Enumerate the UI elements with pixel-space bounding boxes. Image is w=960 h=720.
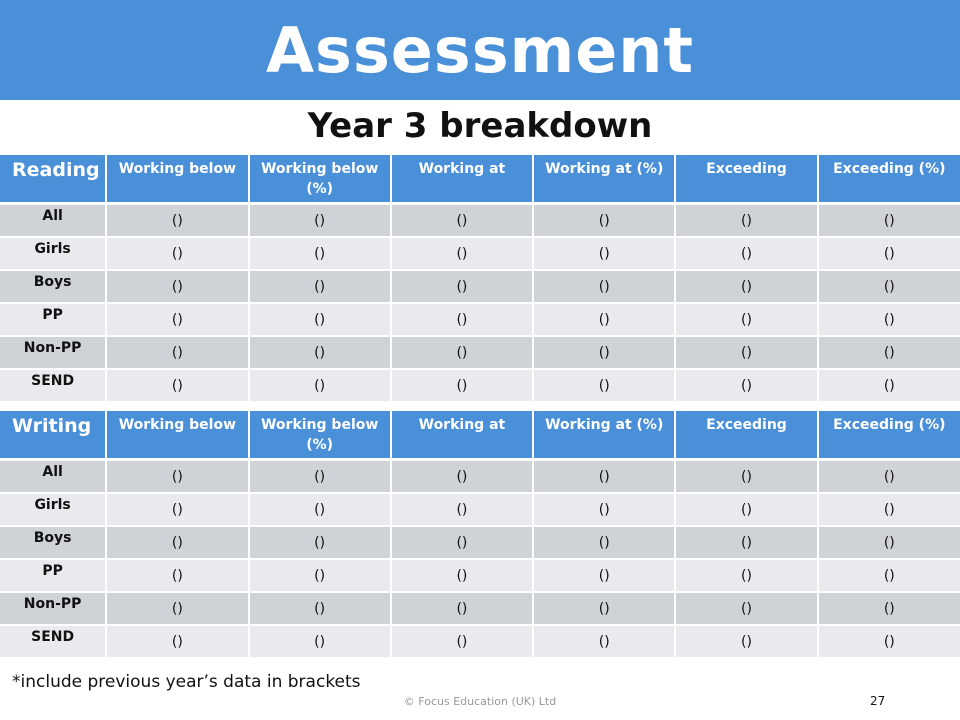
table-cell: () <box>675 625 817 657</box>
table-cell: () <box>675 460 817 494</box>
table-cell: () <box>533 460 675 494</box>
table-row <box>0 204 960 238</box>
table-cell: () <box>106 592 248 625</box>
table-cell: () <box>675 559 817 592</box>
table-cell: () <box>106 526 248 559</box>
table-cell: () <box>675 369 817 401</box>
table-header-row <box>0 155 960 204</box>
subject-header: Writing <box>0 411 106 460</box>
table-cell: () <box>818 303 960 336</box>
page-subtitle: Year 3 breakdown <box>307 106 653 146</box>
table-cell: () <box>818 559 960 592</box>
table-cell: () <box>533 625 675 657</box>
table-cell: () <box>106 204 248 238</box>
table-header-row <box>0 411 960 460</box>
table-cell: () <box>106 237 248 270</box>
table-cell: () <box>391 493 533 526</box>
table-row <box>0 237 960 270</box>
table-cell: () <box>391 237 533 270</box>
table-cell: () <box>675 303 817 336</box>
table-cell: () <box>533 559 675 592</box>
table-cell: () <box>533 270 675 303</box>
table-cell: () <box>249 526 391 559</box>
table-cell: () <box>106 493 248 526</box>
column-header: Working at <box>391 411 533 460</box>
column-header: Working below <box>106 411 248 460</box>
table-row <box>0 526 960 559</box>
column-header: Working at (%) <box>533 411 675 460</box>
table-cell: () <box>249 592 391 625</box>
table-cell: () <box>818 625 960 657</box>
column-header: Working below (%) <box>249 411 391 460</box>
row-label: Girls <box>0 493 106 526</box>
table-cell: () <box>249 460 391 494</box>
table-cell: () <box>818 493 960 526</box>
row-label: Girls <box>0 237 106 270</box>
table-cell: () <box>106 303 248 336</box>
table-cell: () <box>818 336 960 369</box>
table-cell: () <box>533 237 675 270</box>
table-cell: () <box>391 303 533 336</box>
table-cell: () <box>675 336 817 369</box>
table-cell: () <box>675 237 817 270</box>
table-cell: () <box>391 204 533 238</box>
table-cell: () <box>106 625 248 657</box>
table-cell: () <box>249 559 391 592</box>
column-header: Working at (%) <box>533 155 675 204</box>
table-cell: () <box>391 526 533 559</box>
row-label: All <box>0 204 106 238</box>
row-label: Boys <box>0 270 106 303</box>
table-cell: () <box>533 493 675 526</box>
table-cell: () <box>249 303 391 336</box>
table-row <box>0 270 960 303</box>
column-header: Working at <box>391 155 533 204</box>
row-label: Non-PP <box>0 592 106 625</box>
table-cell: () <box>818 460 960 494</box>
table-cell: () <box>533 336 675 369</box>
table-cell: () <box>391 559 533 592</box>
table-cell: () <box>818 526 960 559</box>
subject-header: Reading <box>0 155 106 204</box>
table-cell: () <box>818 237 960 270</box>
table-cell: () <box>675 592 817 625</box>
table-cell: () <box>391 592 533 625</box>
table-cell: () <box>249 237 391 270</box>
table-cell: () <box>391 460 533 494</box>
table-cell: () <box>106 460 248 494</box>
table-cell: () <box>675 526 817 559</box>
table-row <box>0 625 960 657</box>
column-header: Exceeding (%) <box>818 411 960 460</box>
column-header: Exceeding <box>675 155 817 204</box>
table-row <box>0 493 960 526</box>
table-cell: () <box>249 204 391 238</box>
table-cell: () <box>249 336 391 369</box>
table-cell: () <box>106 559 248 592</box>
row-label: PP <box>0 303 106 336</box>
table-cell: () <box>249 369 391 401</box>
table-cell: () <box>106 369 248 401</box>
table-row <box>0 559 960 592</box>
table-cell: () <box>249 493 391 526</box>
table-cell: () <box>391 369 533 401</box>
table-cell: () <box>106 336 248 369</box>
reading-table <box>0 155 960 401</box>
table-cell: () <box>533 526 675 559</box>
table-cell: () <box>391 270 533 303</box>
row-label: SEND <box>0 625 106 657</box>
table-cell: () <box>106 270 248 303</box>
table-cell: () <box>818 270 960 303</box>
table-row <box>0 369 960 401</box>
table-cell: () <box>533 204 675 238</box>
table-cell: () <box>533 592 675 625</box>
copyright-notice: © Focus Education (UK) Ltd <box>403 695 557 708</box>
table-cell: () <box>818 369 960 401</box>
table-cell: () <box>249 270 391 303</box>
row-label: PP <box>0 559 106 592</box>
column-header: Working below <box>106 155 248 204</box>
title-banner <box>0 0 960 100</box>
writing-table <box>0 411 960 657</box>
column-header: Exceeding <box>675 411 817 460</box>
page-number: 27 <box>870 694 886 708</box>
table-cell: () <box>675 493 817 526</box>
table-cell: () <box>249 625 391 657</box>
column-header: Working below (%) <box>249 155 391 204</box>
table-row <box>0 592 960 625</box>
table-row <box>0 336 960 369</box>
table-cell: () <box>533 303 675 336</box>
table-cell: () <box>675 204 817 238</box>
page-title: Assessment <box>265 13 695 87</box>
table-cell: () <box>675 270 817 303</box>
column-header: Exceeding (%) <box>818 155 960 204</box>
table-cell: () <box>533 369 675 401</box>
row-label: SEND <box>0 369 106 401</box>
row-label: Boys <box>0 526 106 559</box>
footnote: *include previous year’s data in brackets <box>12 672 361 692</box>
table-cell: () <box>818 204 960 238</box>
table-cell: () <box>391 336 533 369</box>
table-cell: () <box>391 625 533 657</box>
table-row <box>0 303 960 336</box>
table-cell: () <box>818 592 960 625</box>
row-label: All <box>0 460 106 494</box>
table-row <box>0 460 960 494</box>
row-label: Non-PP <box>0 336 106 369</box>
